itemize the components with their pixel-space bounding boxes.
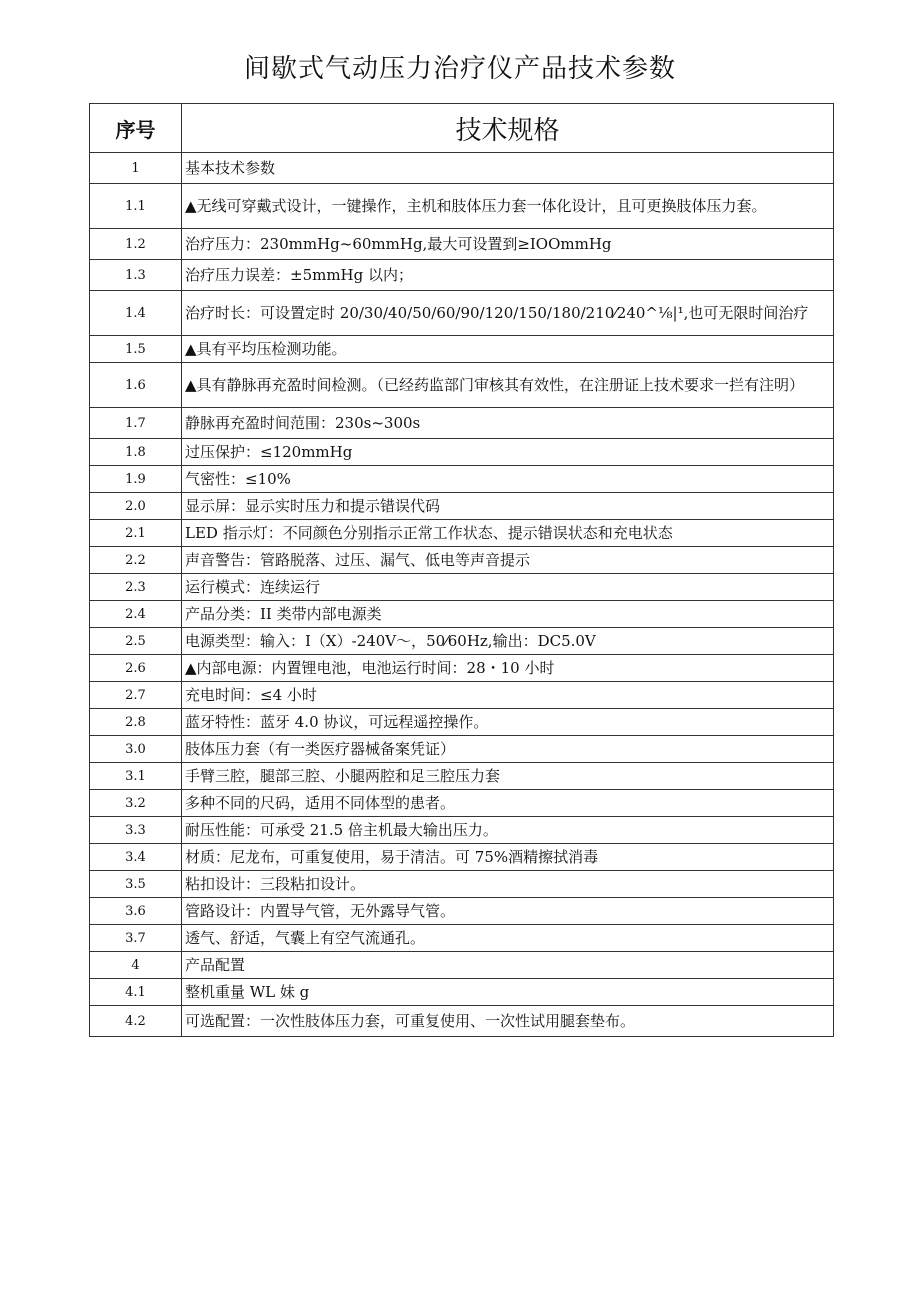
row-spec: 气密性：≤10% bbox=[182, 466, 834, 493]
row-spec: 显示屏：显示实时压力和提示错误代码 bbox=[182, 493, 834, 520]
table-row bbox=[90, 925, 834, 952]
row-spec: 治疗时长：可设置定时 20/30/40/50/60/90/120/150/180/210⁄240^⅛|¹,也可无限时间治疗 bbox=[182, 291, 834, 336]
row-spec: 产品分类：II 类带内部电源类 bbox=[182, 601, 834, 628]
table-row bbox=[90, 336, 834, 363]
row-no: 2.3 bbox=[90, 574, 182, 601]
document-title: 间歇式气动压力治疗仪产品技术参数 bbox=[243, 54, 676, 84]
row-spec: 耐压性能：可承受 21.5 倍主机最大输出压力。 bbox=[182, 817, 834, 844]
table-row bbox=[90, 709, 834, 736]
table-row bbox=[90, 291, 834, 336]
row-no: 4.2 bbox=[90, 1006, 182, 1037]
row-spec: 管路设计：内置导气管，无外露导气管。 bbox=[182, 898, 834, 925]
row-no: 2.5 bbox=[90, 628, 182, 655]
table-row bbox=[90, 790, 834, 817]
row-no: 1.8 bbox=[90, 439, 182, 466]
row-no: 3.7 bbox=[90, 925, 182, 952]
table-row bbox=[90, 408, 834, 439]
row-spec: 治疗压力误差：±5mmHg 以内； bbox=[182, 260, 834, 291]
row-no: 1.3 bbox=[90, 260, 182, 291]
row-no: 1.9 bbox=[90, 466, 182, 493]
row-no: 3.0 bbox=[90, 736, 182, 763]
row-no: 1.2 bbox=[90, 229, 182, 260]
row-no: 2.4 bbox=[90, 601, 182, 628]
row-spec: 基本技术参数 bbox=[182, 153, 834, 184]
row-no: 1.1 bbox=[90, 184, 182, 229]
row-no: 2.2 bbox=[90, 547, 182, 574]
row-no: 3.3 bbox=[90, 817, 182, 844]
table-row bbox=[90, 763, 834, 790]
table-row bbox=[90, 844, 834, 871]
row-no: 1.5 bbox=[90, 336, 182, 363]
spec-table bbox=[89, 103, 834, 1037]
column-header-no: 序号 bbox=[90, 104, 182, 153]
table-row bbox=[90, 898, 834, 925]
row-spec: 透气、舒适，气囊上有空气流通孔。 bbox=[182, 925, 834, 952]
table-row bbox=[90, 260, 834, 291]
table-row bbox=[90, 979, 834, 1006]
row-no: 2.7 bbox=[90, 682, 182, 709]
row-spec: 充电时间：≤4 小时 bbox=[182, 682, 834, 709]
row-no: 1.4 bbox=[90, 291, 182, 336]
row-no: 4.1 bbox=[90, 979, 182, 1006]
row-spec: 材质：尼龙布，可重复使用，易于清洁。可 75%酒精擦拭消毒 bbox=[182, 844, 834, 871]
table-row bbox=[90, 655, 834, 682]
table-row bbox=[90, 601, 834, 628]
row-spec: 声音警告：管路脱落、过压、漏气、低电等声音提示 bbox=[182, 547, 834, 574]
table-row bbox=[90, 628, 834, 655]
row-spec: 粘扣设计：三段粘扣设计。 bbox=[182, 871, 834, 898]
table-row bbox=[90, 520, 834, 547]
row-spec: 肢体压力套（有一类医疗器械备案凭证） bbox=[182, 736, 834, 763]
row-spec: 电源类型：输入：I（X）-240V～，50⁄60Hz,输出：DC5.0V bbox=[182, 628, 834, 655]
row-no: 2.8 bbox=[90, 709, 182, 736]
row-no: 3.5 bbox=[90, 871, 182, 898]
row-spec: ▲无线可穿戴式设计，一键操作，主机和肢体压力套一体化设计，且可更换肢体压力套。 bbox=[182, 184, 834, 229]
table-row bbox=[90, 229, 834, 260]
row-spec: 蓝牙特性：蓝牙 4.0 协议，可远程遥控操作。 bbox=[182, 709, 834, 736]
table-header-row bbox=[90, 104, 834, 153]
row-no: 3.1 bbox=[90, 763, 182, 790]
table-row bbox=[90, 682, 834, 709]
row-no: 3.2 bbox=[90, 790, 182, 817]
row-spec: 多种不同的尺码，适用不同体型的患者。 bbox=[182, 790, 834, 817]
row-no: 4 bbox=[90, 952, 182, 979]
row-spec: 过压保护：≤120mmHg bbox=[182, 439, 834, 466]
row-no: 3.6 bbox=[90, 898, 182, 925]
table-row bbox=[90, 817, 834, 844]
row-spec: ▲具有静脉再充盈时间检测。（已经药监部门审核其有效性，在注册证上技术要求一拦有注明） bbox=[182, 363, 834, 408]
table-row bbox=[90, 952, 834, 979]
table-row bbox=[90, 493, 834, 520]
row-no: 3.4 bbox=[90, 844, 182, 871]
row-spec: ▲内部电源：内置锂电池，电池运行时间：28・10 小时 bbox=[182, 655, 834, 682]
table-row bbox=[90, 184, 834, 229]
row-spec: 整机重量 WL 妹 g bbox=[182, 979, 834, 1006]
row-spec: 手臂三腔，腿部三腔、小腿两腔和足三腔压力套 bbox=[182, 763, 834, 790]
row-spec: 产品配置 bbox=[182, 952, 834, 979]
table-row bbox=[90, 439, 834, 466]
row-no: 1 bbox=[90, 153, 182, 184]
row-spec: 治疗压力：230mmHg~60mmHg,最大可设置到≥IOOmmHg bbox=[182, 229, 834, 260]
table-row bbox=[90, 363, 834, 408]
column-header-spec: 技术规格 bbox=[182, 104, 834, 153]
table-row bbox=[90, 1006, 834, 1037]
table-row bbox=[90, 574, 834, 601]
row-spec: 可选配置：一次性肢体压力套，可重复使用、一次性试用腿套垫布。 bbox=[182, 1006, 834, 1037]
row-spec: 运行模式：连续运行 bbox=[182, 574, 834, 601]
row-no: 2.6 bbox=[90, 655, 182, 682]
table-row bbox=[90, 736, 834, 763]
table-row bbox=[90, 871, 834, 898]
table-row bbox=[90, 153, 834, 184]
table-row bbox=[90, 547, 834, 574]
row-no: 1.6 bbox=[90, 363, 182, 408]
row-spec: ▲具有平均压检测功能。 bbox=[182, 336, 834, 363]
row-no: 2.1 bbox=[90, 520, 182, 547]
row-spec: LED 指示灯：不同颜色分别指示正常工作状态、提示错误状态和充电状态 bbox=[182, 520, 834, 547]
table-row bbox=[90, 466, 834, 493]
row-no: 1.7 bbox=[90, 408, 182, 439]
row-no: 2.0 bbox=[90, 493, 182, 520]
row-spec: 静脉再充盈时间范围：230s~300s bbox=[182, 408, 834, 439]
